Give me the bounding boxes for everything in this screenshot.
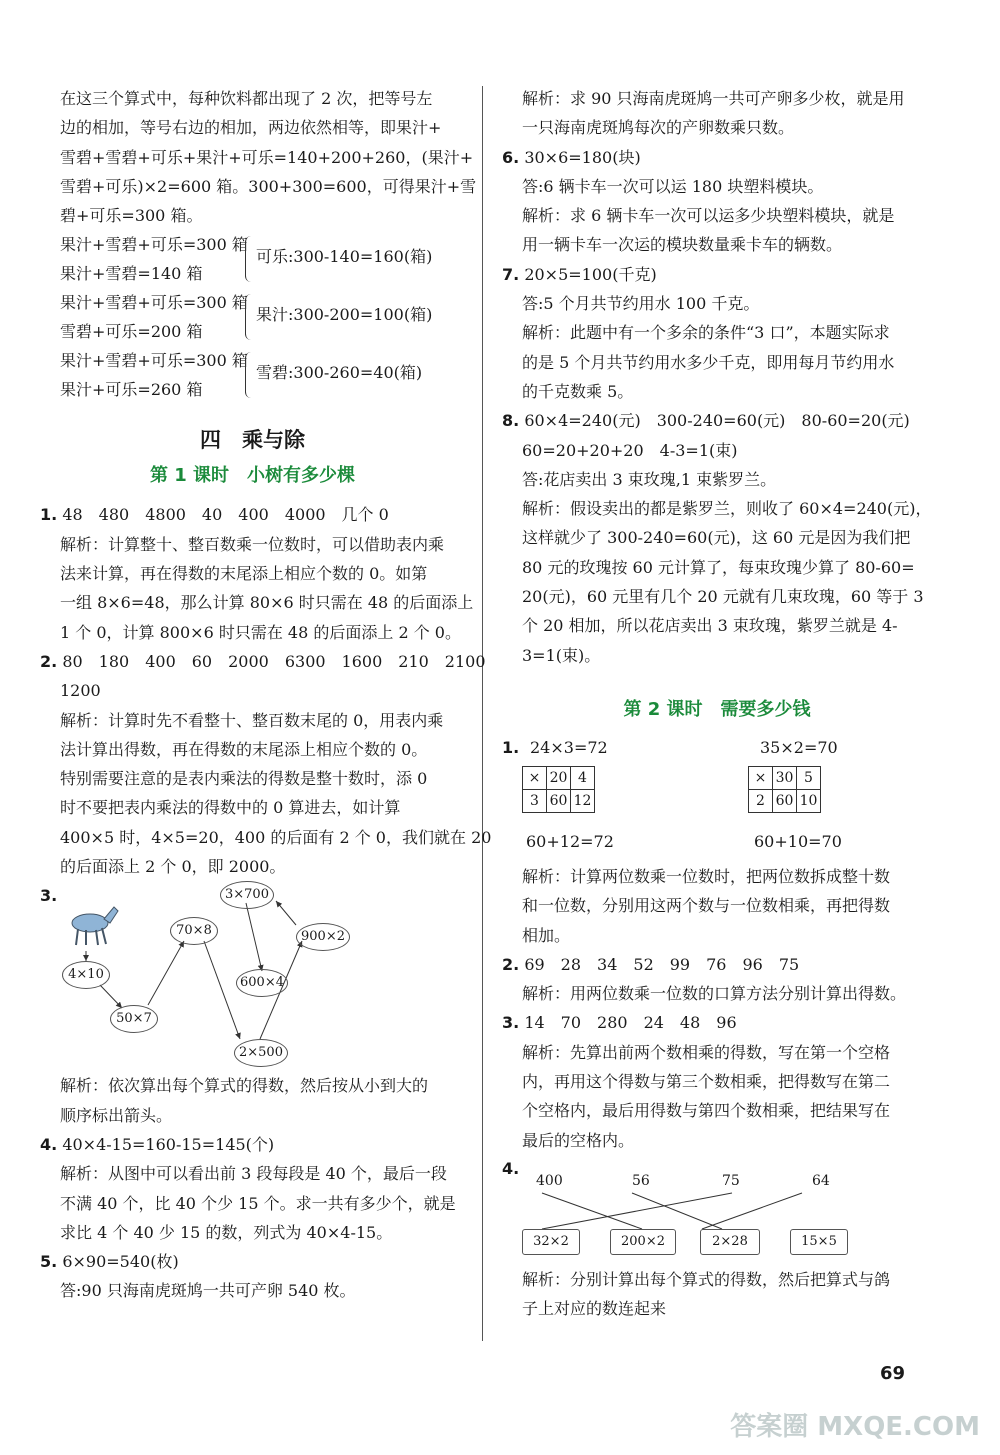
analysis-line: 的千克数乘 5。 — [522, 381, 634, 401]
answer: 20×5=100(千克) — [524, 264, 657, 284]
question-number: 3. — [502, 1013, 520, 1033]
answer: 40×4-15=160-15=145(个) — [62, 1134, 275, 1154]
analysis-line: 1 个 0，计算 800×6 时只需在 48 的后面添上 2 个 0。 — [60, 622, 461, 642]
page-number: 69 — [879, 1363, 905, 1384]
question-6 — [502, 143, 932, 260]
analysis-line: 解析：假设卖出的都是紫罗兰，则收了 60×4=240(元)， — [522, 499, 932, 519]
grid-cell: 30 — [773, 766, 797, 789]
chapter-title: 四 乘与除 — [200, 428, 305, 453]
diagram-node: 50×7 — [110, 1005, 158, 1033]
brace-result: 果汁:300-200=100(箱) — [256, 305, 433, 325]
expression-box: 2×28 — [700, 1229, 760, 1255]
question-1 — [40, 500, 474, 646]
grid-cell: 60 — [773, 789, 797, 812]
analysis-line: 解析：计算两位数乘一位数时，把两位数拆成整十数 — [522, 866, 891, 886]
question-number: 8. — [502, 411, 520, 431]
question-3 — [40, 881, 465, 1071]
answer-sentence: 答:5 个月共节约用水 100 千克。 — [522, 294, 760, 314]
r-question-4 — [502, 1155, 932, 1265]
question-number: 4. — [40, 1134, 58, 1154]
equation: 果汁+可乐=260 箱 — [60, 380, 203, 400]
answer: 80 180 400 60 2000 6300 1600 210 2100 — [62, 651, 486, 671]
analysis-line: 的后面添上 2 个 0，即 2000。 — [60, 857, 286, 877]
answer: 14 70 280 24 48 96 — [524, 1013, 737, 1033]
grid-cell: 20 — [547, 766, 571, 789]
equation: 果汁+雪碧+可乐=300 箱 — [60, 293, 248, 313]
diagram-node: 70×8 — [170, 917, 218, 945]
analysis-line: 子上对应的数连起来 — [522, 1299, 667, 1319]
brace — [245, 352, 254, 398]
diagram-node: 4×10 — [62, 961, 110, 989]
grid-cell: × — [749, 766, 773, 789]
diagram-node: 2×500 — [234, 1039, 288, 1067]
equation: 果汁+雪碧+可乐=300 箱 — [60, 235, 248, 255]
watermark: 答案圈 MXQE.COM — [730, 1412, 980, 1442]
brace-result: 雪碧:300-260=40(箱) — [256, 363, 423, 383]
answer-sentence: 答:6 辆卡车一次可以运 180 块塑料模块。 — [522, 176, 824, 196]
analysis-line: 特别需要注意的是表内乘法的得数是整十数时，添 0 — [60, 769, 428, 789]
analysis-line: 解析：求 90 只海南虎斑鸠一共可产卵多少枚，就是用 — [522, 89, 905, 108]
answer: 60=20+20+20 4-3=1(束) — [522, 440, 738, 460]
diagram-node: 900×2 — [296, 923, 350, 951]
analysis-line: 法计算出得数，再在得数的末尾添上相应个数的 0。 — [60, 739, 428, 759]
diagram-node: 3×700 — [220, 881, 274, 909]
grid-cell: 60 — [547, 789, 571, 812]
text-line: 雪碧+雪碧+可乐+果汁+可乐=140+200+260，(果汁+ — [60, 147, 474, 167]
analysis-line: 这样就少了 300-240=60(元)，这 60 元是因为我们把 — [522, 528, 911, 548]
grid-cell: 10 — [797, 789, 821, 812]
question-number: 5. — [40, 1252, 58, 1272]
r-question-1 — [502, 734, 932, 950]
diagram-node: 600×4 — [236, 969, 288, 997]
question-7 — [502, 260, 932, 406]
analysis-line: 最后的空格内。 — [522, 1130, 635, 1150]
expression-box: 15×5 — [790, 1229, 848, 1255]
analysis-line: 80 元的玫瑰按 60 元计算了，每束玫瑰少算了 80-60= — [522, 557, 915, 577]
brace-result: 可乐:300-140=160(箱) — [256, 247, 433, 267]
answer: 69 28 34 52 99 76 96 75 — [524, 954, 800, 974]
left-column — [40, 84, 492, 1306]
question-2 — [40, 647, 492, 881]
text-line: 在这三个算式中，每种饮料都出现了 2 次，把等号左 — [60, 89, 433, 108]
grid-cell: 12 — [571, 789, 595, 812]
bird-number: 64 — [812, 1172, 830, 1189]
analysis-line: 400×5 时，4×5=20，400 的后面有 2 个 0，我们就在 20 — [60, 827, 492, 847]
analysis-line: 求比 4 个 40 少 15 的数，列式为 40×4-15。 — [60, 1222, 393, 1242]
question-number: 1. — [40, 505, 58, 525]
equation: 60+12=72 — [526, 831, 614, 851]
answer: 1200 — [60, 681, 101, 701]
answer: 48 480 4800 40 400 4000 几个 0 — [62, 505, 389, 525]
analysis-line: 时不要把表内乘法的得数中的 0 算进去，如计算 — [60, 798, 401, 818]
grid-cell: 4 — [571, 766, 595, 789]
analysis-line: 个空格内，最后用得数与第四个数相乘，把结果写在 — [522, 1101, 891, 1121]
analysis-line: 一组 8×6=48，那么计算 80×6 时只需在 48 的后面添上 — [60, 593, 474, 613]
analysis-line: 解析：分别计算出每个算式的得数，然后把算式与鸽 — [522, 1269, 891, 1289]
grid-cell: 3 — [523, 789, 547, 812]
equation: 24×3=72 — [530, 737, 608, 757]
brace-group — [40, 230, 465, 288]
bird-number: 56 — [632, 1172, 650, 1189]
question-4 — [40, 1130, 465, 1247]
analysis-line: 解析：从图中可以看出前 3 段每段是 40 个，最后一段 — [60, 1164, 447, 1184]
equation: 35×2=70 — [760, 737, 838, 757]
analysis-line: 解析：此题中有一个多余的条件“3 口”，本题实际求 — [522, 323, 890, 343]
grid-cell: 5 — [797, 766, 821, 789]
brace — [245, 294, 254, 340]
answer: 60×4=240(元) 300-240=60(元) 80-60=20(元) — [524, 411, 910, 431]
r-question-3 — [502, 1008, 932, 1154]
analysis-line: 相加。 — [522, 925, 571, 945]
analysis-line: 和一位数，分别用这两个数与一位数相乘，再把得数 — [522, 896, 891, 916]
analysis-line: 的是 5 个月共节约用水多少千克，即用每月节约用水 — [522, 352, 895, 372]
analysis-line: 不满 40 个，比 40 个少 15 个。求一共有多少个，就是 — [60, 1193, 456, 1213]
bird-number: 75 — [722, 1172, 740, 1189]
lesson-title: 第 2 课时 需要多少钱 — [623, 698, 811, 720]
question-number: 3. — [40, 886, 58, 906]
equation: 果汁+雪碧+可乐=300 箱 — [60, 351, 248, 371]
equation: 果汁+雪碧=140 箱 — [60, 264, 203, 284]
question-number: 2. — [502, 954, 520, 974]
analysis-line: 一只海南虎斑鸠每次的产卵数乘只数。 — [522, 118, 795, 138]
analysis-line: 解析：先算出前两个数相乘的得数，写在第一个空格 — [522, 1042, 891, 1062]
answer-sentence: 答:90 只海南虎斑鸠一共可产卵 540 枚。 — [60, 1281, 356, 1301]
brace — [245, 236, 254, 282]
brace-group — [40, 346, 465, 404]
question-number: 1. — [502, 737, 520, 757]
analysis-line: 解析：用两位数乘一位数的口算方法分别计算出得数。 — [522, 984, 907, 1004]
analysis-line: 20(元)，60 元里有几个 20 元就有几束玫瑰，60 等于 3 — [522, 587, 924, 607]
equation: 雪碧+可乐=200 箱 — [60, 322, 203, 342]
text-line: 雪碧+可乐)×2=600 箱。300+300=600，可得果汁+雪 — [60, 176, 477, 196]
analysis-line: 解析：求 6 辆卡车一次可以运多少块塑料模块，就是 — [522, 206, 895, 226]
intro-paragraph — [40, 84, 477, 230]
answer: 6×90=540(枚) — [62, 1252, 179, 1272]
analysis-line: 顺序标出箭头。 — [60, 1105, 173, 1125]
equation: 60+10=70 — [754, 831, 842, 851]
answer-sentence: 答:花店卖出 3 束玫瑰,1 束紫罗兰。 — [522, 469, 777, 489]
analysis-line: 解析：计算时先不看整十、整百数末尾的 0，用表内乘 — [60, 710, 444, 730]
lesson-title: 第 1 课时 小树有多少棵 — [149, 465, 356, 487]
text-line: 边的相加，等号右边的相加，两边依然相等，即果汁+ — [60, 118, 442, 138]
expression-box: 200×2 — [610, 1229, 676, 1255]
question-number: 4. — [502, 1158, 520, 1178]
analysis-line: 内，再用这个得数与第三个数相乘，把得数写在第二 — [522, 1072, 891, 1092]
grid-cell: × — [523, 766, 547, 789]
question-8 — [502, 406, 932, 670]
analysis-line: 3=1(束)。 — [522, 645, 601, 665]
brace-group — [40, 288, 465, 346]
analysis-line: 法来计算，再在得数的末尾添上相应个数的 0。如第 — [60, 564, 428, 584]
r-question-2 — [502, 950, 932, 1009]
column-divider — [482, 86, 483, 1341]
answer: 30×6=180(块) — [524, 147, 641, 167]
analysis-line: 解析：计算整十、整百数乘一位数时，可以借助表内乘 — [60, 534, 445, 554]
bird-number: 400 — [536, 1172, 563, 1189]
question-5 — [40, 1247, 465, 1306]
multiplication-grid — [522, 766, 595, 813]
expression-box: 32×2 — [522, 1229, 580, 1255]
question-number: 7. — [502, 264, 520, 284]
text-line: 碧+可乐=300 箱。 — [60, 206, 203, 226]
multiplication-grid — [748, 766, 821, 813]
grid-cell: 2 — [749, 789, 773, 812]
question-number: 2. — [40, 651, 58, 671]
question-number: 6. — [502, 147, 520, 167]
analysis-line: 解析：依次算出每个算式的得数，然后按从小到大的 — [60, 1076, 429, 1096]
right-column — [502, 84, 932, 1324]
analysis-line: 用一辆卡车一次运的模块数量乘卡车的辆数。 — [522, 235, 843, 255]
analysis-line: 个 20 相加，所以花店卖出 3 束玫瑰，紫罗兰就是 4- — [522, 616, 898, 636]
